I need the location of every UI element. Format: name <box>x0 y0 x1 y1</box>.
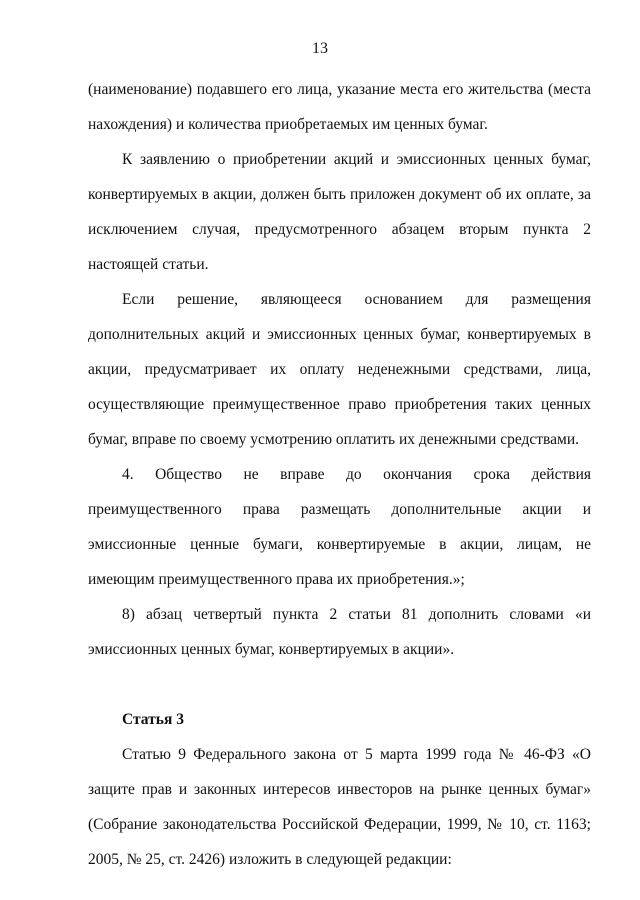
paragraph-applicant-details: (наименование) подавшего его лица, указание места его жительства (места нахождения) и количества приобретаемых им ценных бумаг. <box>88 81 591 133</box>
page-number: 13 <box>312 40 328 57</box>
paragraph-payment-document: К заявлению о приобретении акций и эмиссионных ценных бумаг, конвертируемых в акции, должен быть приложен документ об их оплате, за исключением случая, предусмотренного абзацем вторым пункта 2 настоящей статьи. <box>88 151 591 273</box>
paragraph-amendment-8: 8) абзац четвертый пункта 2 статьи 81 дополнить словами «и эмиссионных ценных бумаг, конвертируемых в акции». <box>88 606 591 658</box>
paragraph-non-cash-payment: Если решение, являющееся основанием для размещения дополнительных акций и эмиссионных ценных бумаг, конвертируемых в акции, предусматривает их оплату неденежными средствами, лица, осуществляющие преимущественное право приобретения таких ценных бумаг, вправе по своему усмотрению оплатить их денежными средствами. <box>88 291 591 448</box>
article-heading: Статья 3 <box>122 711 184 728</box>
paragraph-article-3: Статью 9 Федерального закона от 5 марта 1999 года № 46-ФЗ «О защите прав и законных интересов инвесторов на рынке ценных бумаг» (Собрание законодательства Российской Федерации, 1999, № 10, ст. 1163; 2005, № 25, ст. 2426) изложить в следующей редакции: <box>88 746 591 868</box>
document-body <box>88 72 591 877</box>
paragraph-placement-restriction: 4. Общество не вправе до окончания срока действия преимущественного права размещать дополнительные акции и эмиссионные ценные бумаги, конвертируемые в акции, лицам, не имеющим преимущественного права их приобретения.»; <box>88 466 591 588</box>
